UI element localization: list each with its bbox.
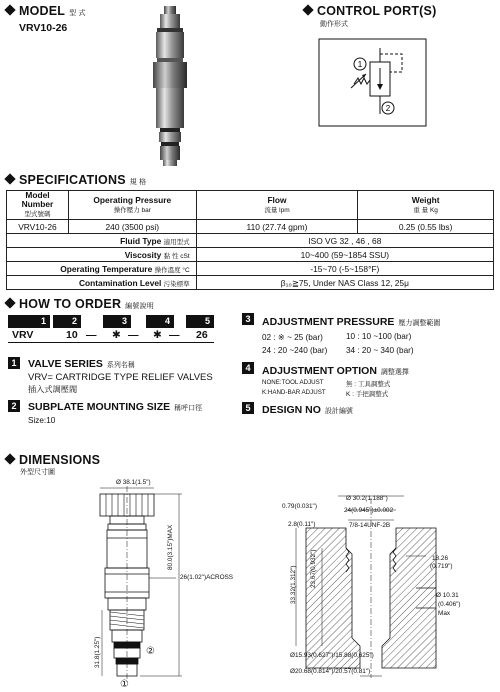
dim-port-diameter: Ø 10.31	[436, 592, 459, 599]
diamond-bullet-icon	[4, 173, 15, 184]
spec-pressure-value: 240 (3500 psi)	[68, 220, 196, 234]
spec-weight-value: 0.25 (0.55 lbs)	[358, 220, 494, 234]
specifications-table	[6, 190, 494, 290]
specifications-title-cn: 規 格	[129, 179, 147, 186]
how-to-order-title-cn: 編號說明	[125, 303, 154, 310]
dimensions-title-cn: 外型尺寸圖	[20, 469, 55, 476]
model-title-cn: 型 式	[69, 10, 86, 17]
valve-series-title: VALVE SERIES 系列名稱	[28, 358, 135, 370]
valve-outline-drawing	[80, 478, 230, 690]
order-code-underline	[8, 328, 214, 343]
adjust-option-line-cn: 無 : 工具調整式	[346, 381, 391, 388]
hydraulic-symbol-diagram	[318, 38, 428, 128]
valve-series-line: VRV= CARTRIDGE TYPE RELIEF VALVES	[28, 372, 213, 383]
spec-model-value: VRV10-26	[7, 220, 69, 234]
order-code-value-5: 26	[196, 329, 208, 341]
spec-col-pressure: Operating Pressure 操作壓力 bar	[68, 191, 196, 220]
valve-series-line-cn: 插入式調壓閥	[28, 385, 78, 394]
order-code-segment-5: 5	[186, 315, 214, 328]
how-to-order-title: HOW TO ORDER	[19, 297, 122, 311]
control-port-heading	[304, 4, 436, 18]
order-code-segment-3: 3	[103, 315, 131, 328]
order-code-dash: —	[86, 329, 97, 341]
option-badge-2: 2	[8, 400, 20, 412]
port-2-marker: ②	[146, 646, 155, 657]
diamond-bullet-icon	[302, 4, 313, 15]
option-badge-1: 1	[8, 357, 20, 369]
dim-total-depth: 33.32(1.312")	[290, 565, 297, 604]
model-heading	[6, 4, 86, 18]
diamond-bullet-icon	[4, 453, 15, 464]
pressure-range-line: 24 : 20 ~240 (bar)	[262, 346, 328, 355]
port-1-label: 1	[357, 60, 363, 69]
pressure-range-line: 34 : 20 ~ 340 (bar)	[346, 346, 414, 355]
spec-prop-row: Fluid Type 適用型式 ISO VG 32 , 46 , 68	[7, 234, 494, 248]
adjustment-option-title: ADJUSTMENT OPTION 調整選擇	[262, 365, 409, 377]
spec-col-model: Model Number 型式號碼	[7, 191, 69, 220]
option-badge-3: 3	[242, 313, 254, 325]
dim-across-flats: 26(1.02")ACROSS	[180, 574, 234, 581]
adjust-option-line-cn: K : 手把調整式	[346, 391, 389, 398]
order-code-dash: —	[128, 329, 139, 341]
dim-chamfer: 0.79(0.031")	[282, 503, 317, 510]
dim-lower-bore: Ø15.93(0.627")/15.88(0.625")	[290, 652, 374, 659]
control-port-title: CONTROL PORT(S)	[317, 4, 437, 18]
order-code-segment-4: 4	[146, 315, 174, 328]
spec-col-weight: Weight 重 量 Kg	[358, 191, 494, 220]
specifications-title: SPECIFICATIONS	[19, 173, 126, 187]
control-port-title-cn: 動作形式	[320, 21, 348, 28]
dim-mid-bore: Ø20.68(0.814")/20.57(0.81")	[290, 668, 371, 675]
spec-col-flow: Flow 流量 lpm	[196, 191, 358, 220]
order-code-value-3: ✱	[112, 329, 121, 341]
spec-prop-row: Viscosity 黏 性 cSt 10~400 (59~1854 SSU)	[7, 248, 494, 262]
spec-header-row	[7, 191, 494, 220]
dim-port-max: Max	[438, 610, 451, 617]
spec-prop-row: Operating Temperature 操作溫度 °C -15~70 (-5~158°F)	[7, 262, 494, 276]
pressure-range-line: 10 : 10 ~100 (bar)	[346, 332, 412, 341]
order-code-value-2: 10	[66, 329, 78, 341]
subplate-size: Size:10	[28, 416, 56, 425]
order-code-segment-1: 1	[8, 315, 50, 328]
spec-data-row	[7, 220, 494, 234]
dim-outer-diameter: Ø 30.2(1.188")	[346, 495, 388, 502]
diamond-bullet-icon	[4, 4, 15, 15]
dim-port-offset-inch: (0.719")	[430, 563, 453, 570]
dimensions-title: DIMENSIONS	[19, 453, 101, 467]
dim-port-diameter-inch: (0.406")	[438, 601, 461, 608]
subplate-title: SUBPLATE MOUNTING SIZE 稱呼口徑	[28, 401, 203, 413]
order-code-value-1: VRV	[12, 329, 34, 341]
spec-flow-value: 110 (27.74 gpm)	[196, 220, 358, 234]
diamond-bullet-icon	[4, 297, 15, 308]
option-badge-5: 5	[242, 402, 254, 414]
order-code-dash: —	[169, 329, 180, 341]
dimensions-heading	[6, 453, 100, 467]
dim-bore-diameter: 24(0.945")±0.002	[344, 507, 394, 514]
option-badge-4: 4	[242, 362, 254, 374]
valve-product-image	[140, 4, 200, 174]
spec-prop-row: Contamination Level 污染標準 β₁₀≧75, Under NAS Class 12, 25μ	[7, 276, 494, 290]
dim-max-height: 80.0(3.15")MAX	[167, 524, 174, 570]
dim-port-offset: 18.26	[432, 555, 448, 562]
design-no-title: DESIGN NO 設計編號	[262, 404, 353, 416]
dim-step-depth: 2.8(0.11")	[288, 521, 316, 528]
order-code-segment-2: 2	[53, 315, 81, 328]
model-code: VRV10-26	[19, 22, 68, 34]
adjustment-pressure-title: ADJUSTMENT PRESSURE 壓力調整範圍	[262, 316, 441, 328]
model-title: MODEL	[19, 4, 66, 18]
dim-thread-spec: 7/8-14UNF-2B	[349, 522, 391, 529]
dim-thread-depth: 23.67(0.932")	[310, 549, 317, 588]
order-code-value-4: ✱	[153, 329, 162, 341]
port-2-label: 2	[385, 104, 391, 113]
dim-knob-diameter: Ø 38.1(1.5")	[116, 479, 151, 486]
pressure-range-line: 02 : ※ ~ 25 (bar)	[262, 333, 323, 342]
port-1-marker: ①	[120, 679, 129, 690]
adjust-option-line: NONE:TOOL ADJUST	[262, 379, 324, 386]
how-to-order-heading	[6, 297, 154, 311]
specifications-heading	[6, 173, 146, 187]
adjust-option-line: K:HAND-BAR ADJUST	[262, 389, 326, 396]
dim-lower-height: 31.8(1.25")	[94, 636, 101, 668]
